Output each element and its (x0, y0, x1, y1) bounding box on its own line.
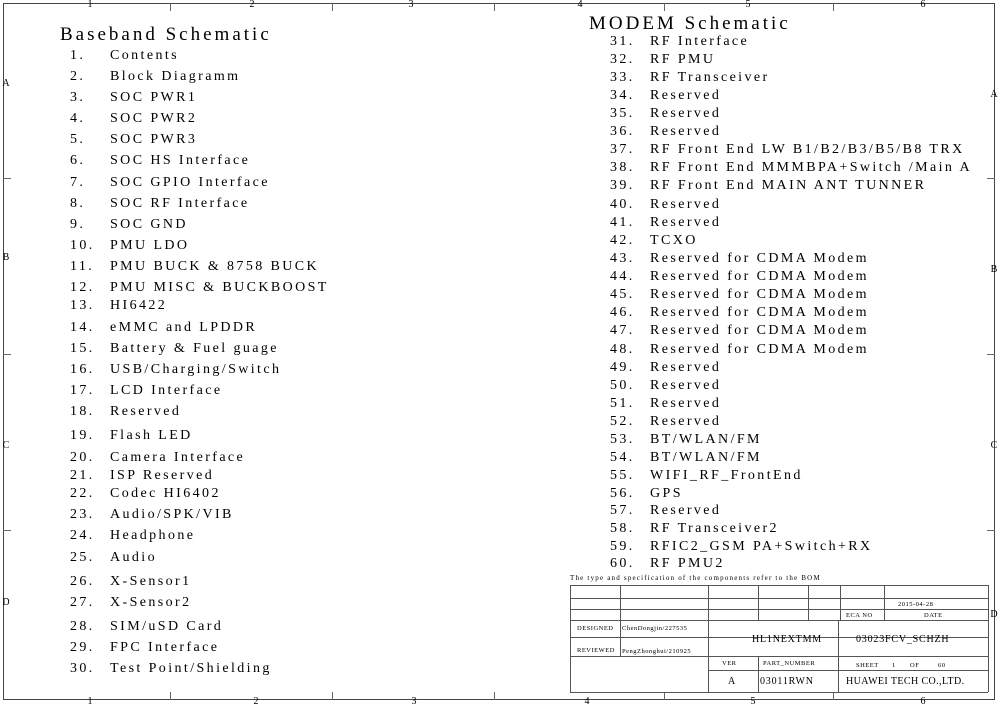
bom-note: The type and specification of the components refer to the BOM (570, 574, 821, 582)
zone-label-bottom: 6 (920, 696, 926, 707)
modem-item: 32. RF PMU (610, 52, 716, 67)
designed-value: ChenDongjin/227535 (622, 625, 688, 632)
zone-label-right: A (990, 89, 998, 100)
zone-label-top: 6 (920, 0, 926, 10)
modem-item: 54. BT/WLAN/FM (610, 450, 762, 465)
zone-divider (494, 692, 495, 700)
title-block-line (570, 598, 988, 599)
baseband-item: 21. ISP Reserved (70, 468, 215, 483)
modem-item: 31. RF Interface (610, 34, 750, 49)
zone-label-left: D (2, 597, 10, 608)
sheet-number: 1 (892, 662, 896, 669)
modem-item: 51. Reserved (610, 396, 722, 411)
designed-label: DESIGNED (577, 625, 614, 632)
baseband-item: 20. Camera Interface (70, 450, 246, 465)
of-label: OF (910, 662, 920, 669)
baseband-item: 16. USB/Charging/Switch (70, 362, 282, 377)
baseband-item: 24. Headphone (70, 528, 196, 543)
baseband-item: 12. PMU MISC & BUCKBOOST (70, 280, 329, 295)
baseband-item: 4. SOC PWR2 (70, 111, 198, 126)
modem-title: MODEM Schematic (589, 13, 791, 34)
sheet-total: 60 (938, 662, 946, 669)
baseband-item: 1. Contents (70, 48, 179, 63)
baseband-item: 23. Audio/SPK/VIB (70, 507, 234, 522)
title-block-line (808, 585, 809, 620)
ver-label: VER (722, 660, 737, 667)
modem-item: 48. Reserved for CDMA Modem (610, 342, 869, 357)
company-name: HUAWEI TECH CO.,LTD. (846, 676, 965, 687)
zone-divider (987, 354, 995, 355)
title-block-line (708, 670, 988, 671)
title-block-line (708, 585, 709, 692)
title-block-line (884, 585, 885, 620)
date-label: DATE (924, 612, 943, 619)
baseband-item: 17. LCD Interface (70, 383, 223, 398)
baseband-item: 10. PMU LDO (70, 238, 190, 253)
modem-item: 49. Reserved (610, 360, 722, 375)
title-block-line (570, 585, 988, 586)
zone-divider (170, 692, 171, 700)
modem-item: 50. Reserved (610, 378, 722, 393)
baseband-item: 18. Reserved (70, 404, 182, 419)
modem-item: 37. RF Front End LW B1/B2/B3/B5/B8 TRX (610, 142, 965, 157)
modem-item: 34. Reserved (610, 88, 722, 103)
zone-divider (332, 3, 333, 11)
baseband-item: 8. SOC RF Interface (70, 196, 250, 211)
zone-label-left: A (2, 78, 10, 89)
part-number-value: 03011RWN (760, 676, 814, 687)
title-block-line (988, 585, 989, 692)
zone-label-left: C (2, 440, 10, 451)
eca-no-label: ECA NO (846, 612, 873, 619)
baseband-item: 9. SOC GND (70, 217, 188, 232)
modem-item: 36. Reserved (610, 124, 722, 139)
zone-divider (833, 3, 834, 11)
date-value: 2015-04-28 (898, 601, 934, 608)
modem-item: 33. RF Transceiver (610, 70, 770, 85)
zone-label-top: 5 (745, 0, 751, 10)
zone-divider (332, 692, 333, 700)
modem-item: 41. Reserved (610, 215, 722, 230)
baseband-item: 13. HI6422 (70, 298, 168, 313)
project-name: HL1NEXTMM (752, 634, 822, 645)
modem-item: 52. Reserved (610, 414, 722, 429)
baseband-item: 15. Battery & Fuel guage (70, 341, 279, 356)
baseband-item: 29. FPC Interface (70, 640, 220, 655)
zone-label-bottom: 1 (87, 696, 93, 707)
baseband-item: 3. SOC PWR1 (70, 90, 198, 105)
modem-item: 47. Reserved for CDMA Modem (610, 323, 869, 338)
zone-label-right: C (990, 440, 998, 451)
zone-label-bottom: 4 (584, 696, 590, 707)
baseband-item: 27. X-Sensor2 (70, 595, 192, 610)
reviewed-value: PengZhonghui/210925 (622, 648, 692, 655)
modem-item: 35. Reserved (610, 106, 722, 121)
reviewed-label: REVIEWED (577, 647, 615, 654)
zone-divider (987, 530, 995, 531)
zone-divider (987, 178, 995, 179)
modem-item: 44. Reserved for CDMA Modem (610, 269, 869, 284)
baseband-item: 19. Flash LED (70, 428, 193, 443)
zone-divider (3, 530, 11, 531)
modem-item: 42. TCXO (610, 233, 698, 248)
zone-divider (664, 692, 665, 700)
title-block-line (758, 585, 759, 620)
baseband-item: 14. eMMC and LPDDR (70, 320, 258, 335)
baseband-item: 28. SIM/uSD Card (70, 619, 224, 634)
modem-item: 55. WIFI_RF_FrontEnd (610, 468, 803, 483)
zone-label-top: 4 (577, 0, 583, 10)
zone-label-bottom: 5 (750, 696, 756, 707)
baseband-item: 30. Test Point/Shielding (70, 661, 272, 676)
modem-item: 56. GPS (610, 486, 683, 501)
baseband-item: 7. SOC GPIO Interface (70, 175, 270, 190)
title-block-line (840, 585, 841, 620)
drawing-number: 03023FCV_SCHZH (856, 634, 950, 645)
modem-item: 57. Reserved (610, 503, 722, 518)
zone-label-bottom: 2 (253, 696, 259, 707)
zone-divider (170, 3, 171, 11)
baseband-item: 22. Codec HI6402 (70, 486, 221, 501)
title-block-line (570, 585, 571, 692)
modem-item: 60. RF PMU2 (610, 556, 725, 571)
sheet-label: SHEET (856, 662, 879, 669)
modem-item: 45. Reserved for CDMA Modem (610, 287, 869, 302)
title-block-line (620, 585, 621, 656)
zone-label-right: B (990, 264, 998, 275)
baseband-item: 2. Block Diagramm (70, 69, 241, 84)
zone-label-left: B (2, 252, 10, 263)
zone-divider (3, 178, 11, 179)
modem-item: 58. RF Transceiver2 (610, 521, 779, 536)
baseband-item: 5. SOC PWR3 (70, 132, 198, 147)
zone-divider (494, 3, 495, 11)
baseband-item: 25. Audio (70, 550, 157, 565)
zone-divider (664, 3, 665, 11)
zone-label-bottom: 3 (411, 696, 417, 707)
modem-item: 38. RF Front End MMMBPA+Switch /Main A (610, 160, 972, 175)
baseband-item: 26. X-Sensor1 (70, 574, 192, 589)
part-number-label: PART_NUMBER (763, 660, 816, 667)
title-block-line (570, 692, 988, 693)
zone-label-top: 2 (249, 0, 255, 10)
zone-label-top: 3 (408, 0, 414, 10)
title-block-line (758, 656, 759, 692)
modem-item: 53. BT/WLAN/FM (610, 432, 762, 447)
modem-item: 59. RFIC2_GSM PA+Switch+RX (610, 539, 873, 554)
zone-divider (3, 354, 11, 355)
modem-item: 39. RF Front End MAIN ANT TUNNER (610, 178, 927, 193)
baseband-item: 6. SOC HS Interface (70, 153, 251, 168)
modem-item: 46. Reserved for CDMA Modem (610, 305, 869, 320)
title-block-line (838, 620, 839, 692)
zone-divider (833, 692, 834, 700)
version-value: A (728, 676, 737, 687)
baseband-item: 11. PMU BUCK & 8758 BUCK (70, 259, 320, 274)
baseband-title: Baseband Schematic (60, 24, 272, 45)
modem-item: 43. Reserved for CDMA Modem (610, 251, 869, 266)
zone-label-right: D (990, 609, 998, 620)
zone-label-top: 1 (87, 0, 93, 10)
modem-item: 40. Reserved (610, 197, 722, 212)
